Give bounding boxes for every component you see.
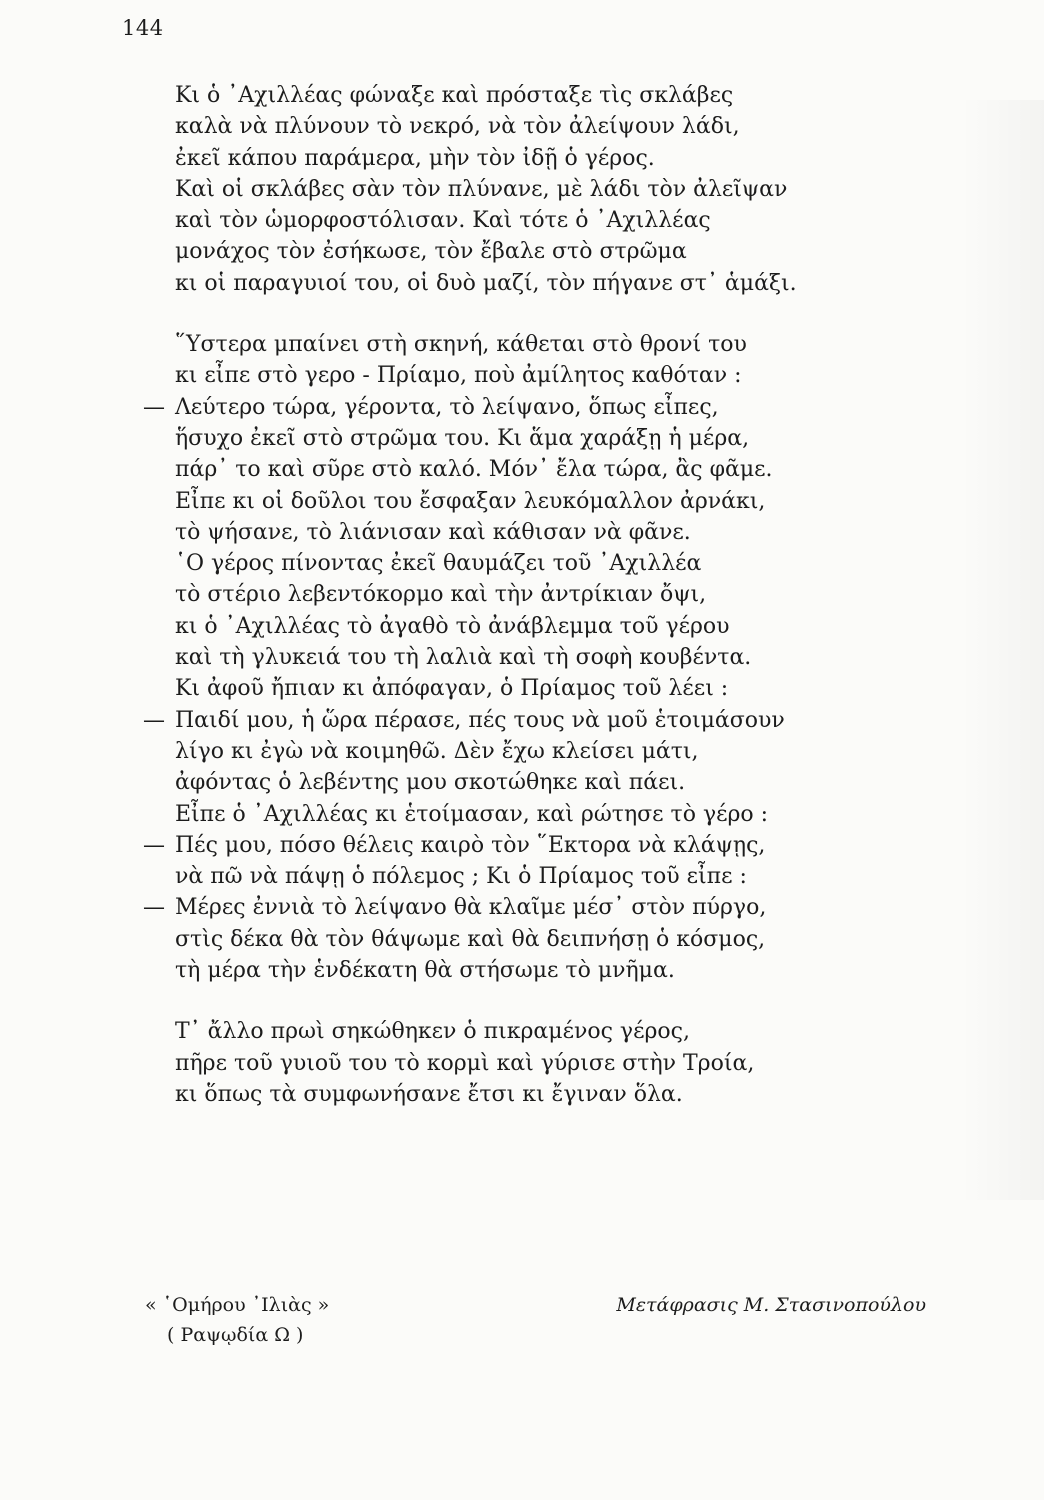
line-text: Πές μου, πόσο θέλεις καιρὸ τὸν ῞Εκτορα νὰ κλάψῃς,	[175, 832, 766, 858]
poem-line	[143, 892, 935, 923]
poem-line	[175, 642, 935, 673]
poem-line	[175, 799, 935, 830]
line-text: Εἶπε ὁ ᾿Αχιλλέας κι ἑτοίμασαν, καὶ ρώτησε τὸ γέρο :	[175, 801, 769, 827]
dialogue-dash: —	[143, 895, 165, 921]
poem-line	[175, 329, 935, 360]
poem-line	[175, 80, 935, 111]
line-text: Κι ἀφοῦ ἤπιαν κι ἀπόφαγαν, ὁ Πρίαμος τοῦ λέει :	[175, 676, 729, 702]
source-book: ( Ραψῳδία Ω )	[167, 1324, 304, 1346]
stanza	[175, 1016, 935, 1110]
poem-line	[175, 174, 935, 205]
poem-line	[175, 360, 935, 391]
poem-line	[143, 705, 935, 736]
poem-line	[175, 673, 935, 704]
line-text: πῆρε τοῦ γυιοῦ του τὸ κορμὶ καὶ γύρισε στὴν Τροία,	[175, 1050, 755, 1076]
poem-line	[175, 143, 935, 174]
poem-line	[175, 111, 935, 142]
poem-line	[175, 611, 935, 642]
line-text: Καὶ οἱ σκλάβες σὰν τὸν πλύνανε, μὲ λάδι τὸν ἀλεῖψαν	[175, 176, 788, 202]
page-number: 144	[122, 16, 164, 40]
line-text: τὸ στέριο λεβεντόκορμο καὶ τὴν ἀντρίκιαν ὄψι,	[175, 582, 707, 608]
line-text: νὰ πῶ νὰ πάψῃ ὁ πόλεμος ; Κι ὁ Πρίαμος τοῦ εἶπε :	[175, 864, 747, 890]
poem-line	[175, 454, 935, 485]
poem-line	[175, 955, 935, 986]
source-title: « ῾Ομήρου ᾿Ιλιὰς »	[145, 1294, 330, 1316]
line-text: κι οἱ παραγυιοί του, οἱ δυὸ μαζί, τὸν πήγανε στ᾿ ἁμάξι.	[175, 270, 797, 296]
line-text: Παιδί μου, ἡ ὥρα πέρασε, πές τους νὰ μοῦ ἑτοιμάσουν	[175, 707, 785, 733]
source-citation	[145, 1290, 329, 1350]
poem-line	[143, 392, 935, 423]
line-text: στὶς δέκα θὰ τὸν θάψωμε καὶ θὰ δειπνήσῃ ὁ κόσμος,	[175, 926, 766, 952]
line-text: Κι ὁ ᾿Αχιλλέας φώναξε καὶ πρόσταξε τὶς σκλάβες	[175, 83, 734, 108]
line-text: τὴ μέρα τὴν ἑνδέκατη θὰ στήσωμε τὸ μνῆμα.	[175, 958, 675, 984]
line-text: καλὰ νὰ πλύνουν τὸ νεκρό, νὰ τὸν ἀλείψουν λάδι,	[175, 114, 740, 140]
stanza	[175, 80, 935, 299]
line-text: λίγο κι ἐγὼ νὰ κοιμηθῶ. Δὲν ἔχω κλείσει μάτι,	[175, 738, 699, 764]
poem-body	[143, 80, 935, 1140]
poem-line	[143, 830, 935, 861]
line-text: ἀφόντας ὁ λεβέντης μου σκοτώθηκε καὶ πάει.	[175, 770, 686, 796]
line-text: τὸ ψήσανε, τὸ λιάνισαν καὶ κάθισαν νὰ φᾶνε.	[175, 519, 691, 545]
poem-line	[175, 924, 935, 955]
line-text: Λεύτερο τώρα, γέροντα, τὸ λείψανο, ὅπως εἶπες,	[175, 394, 719, 420]
poem-line	[175, 236, 935, 267]
poem-line	[175, 423, 935, 454]
poem-line	[175, 548, 935, 579]
line-text: Μέρες ἐννιὰ τὸ λείψανο θὰ κλαῖμε μέσ᾿ στὸν πύργο,	[175, 895, 767, 921]
line-text: Εἶπε κι οἱ δοῦλοι του ἔσφαξαν λευκόμαλλον ἀρνάκι,	[175, 488, 766, 514]
poem-line	[175, 736, 935, 767]
line-text: ἥσυχο ἐκεῖ στὸ στρῶμα του. Κι ἅμα χαράξῃ ἡ μέρα,	[175, 425, 750, 451]
line-text: Τ᾿ ἄλλο πρωὶ σηκώθηκεν ὁ πικραμένος γέρος,	[175, 1019, 690, 1045]
dialogue-dash: —	[143, 832, 165, 858]
line-text: καὶ τὴ γλυκειά του τὴ λαλιὰ καὶ τὴ σοφὴ κουβέντα.	[175, 645, 752, 671]
line-text: ἐκεῖ κάπου παράμερα, μὴν τὸν ἰδῇ ὁ γέρος.	[175, 145, 655, 171]
dialogue-dash: —	[143, 394, 165, 420]
poem-line	[175, 1079, 935, 1110]
line-text: καὶ τὸν ὡμορφοστόλισαν. Καὶ τότε ὁ ᾿Αχιλλέας	[175, 208, 711, 234]
poem-line	[175, 1016, 935, 1047]
poem-line	[175, 268, 935, 299]
poem-line	[175, 205, 935, 236]
poem-line	[175, 579, 935, 610]
poem-line	[175, 517, 935, 548]
poem-line	[175, 1048, 935, 1079]
poem-line	[175, 767, 935, 798]
line-text: κι ὁ ᾿Αχιλλέας τὸ ἀγαθὸ τὸ ἀνάβλεμμα τοῦ γέρου	[175, 613, 730, 639]
line-text: ῾Ο γέρος πίνοντας ἐκεῖ θαυμάζει τοῦ ᾿Αχιλλέα	[175, 551, 702, 577]
line-text: ῞Υστερα μπαίνει στὴ σκηνή, κάθεται στὸ θρονί του	[175, 332, 747, 358]
poem-line	[175, 486, 935, 517]
poem-line	[175, 861, 935, 892]
line-text: κι εἶπε στὸ γερο - Πρίαμο, ποὺ ἀμίλητος καθόταν :	[175, 363, 742, 389]
show-through-shadow	[960, 100, 1044, 1200]
line-text: κι ὅπως τὰ συμφωνήσανε ἔτσι κι ἔγιναν ὅλα.	[175, 1081, 683, 1107]
line-text: πάρ᾿ το καὶ σῦρε στὸ καλό. Μόν᾿ ἔλα τώρα, ἂς φᾶμε.	[175, 457, 773, 483]
line-text: μονάχος τὸν ἐσήκωσε, τὸν ἔβαλε στὸ στρῶμα	[175, 239, 687, 265]
translator-credit: Μετάφρασις Μ. Στασινοπούλου	[616, 1294, 926, 1316]
dialogue-dash: —	[143, 707, 165, 733]
stanza	[143, 329, 935, 986]
